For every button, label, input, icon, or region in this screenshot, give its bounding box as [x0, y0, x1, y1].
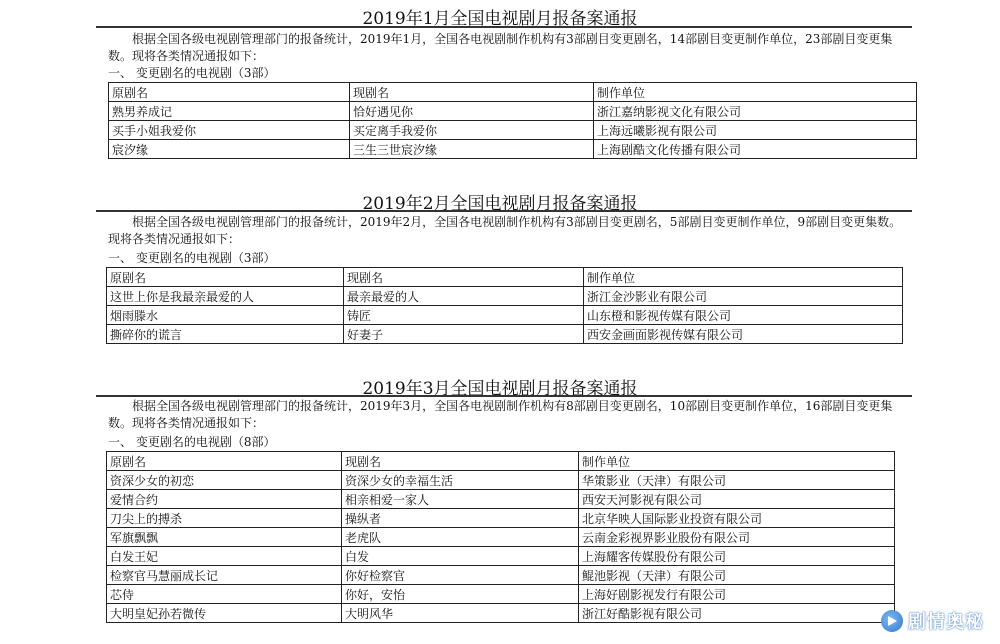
- table-cell: 恰好遇见你: [350, 102, 594, 121]
- section-title: 2019年1月全国电视剧月报备案通报: [362, 9, 638, 29]
- table-cell: 刀尖上的搏杀: [107, 509, 342, 528]
- rename-table: [106, 451, 895, 623]
- table-cell: 浙江嘉纳影视文化有限公司: [594, 102, 917, 121]
- table-cell: 浙江金沙影业有限公司: [584, 287, 903, 306]
- table-cell: 你好检察官: [342, 566, 579, 585]
- table-cell: 资深少女的幸福生活: [342, 471, 579, 490]
- table-cell: 操纵者: [342, 509, 579, 528]
- table-cell: 老虎队: [342, 528, 579, 547]
- section-title: 2019年2月全国电视剧月报备案通报: [362, 194, 638, 214]
- table-cell: 白发王妃: [107, 547, 342, 566]
- table-cell: 军旗飘飘: [107, 528, 342, 547]
- header-cell: 现剧名: [350, 83, 594, 102]
- section-title: 2019年3月全国电视剧月报备案通报: [362, 379, 638, 399]
- table-cell: 买手小姐我爱你: [109, 121, 350, 140]
- table-cell: 上海好剧影视发行有限公司: [579, 585, 895, 604]
- table-header-row: [107, 452, 895, 471]
- table-cell: 好妻子: [344, 325, 584, 344]
- watermark-text: 剧情奥秘: [908, 612, 984, 633]
- table-cell: 大明风华: [342, 604, 579, 623]
- table-row: [107, 471, 895, 490]
- table-cell: 山东橙和影视传媒有限公司: [584, 306, 903, 325]
- table-cell: 西安天河影视有限公司: [579, 490, 895, 509]
- table-row: [107, 566, 895, 585]
- table-row: [107, 604, 895, 623]
- table-row: [109, 102, 917, 121]
- table-cell: 三生三世宸汐缘: [350, 140, 594, 159]
- table-row: [109, 121, 917, 140]
- header-cell: 现剧名: [344, 268, 584, 287]
- table-cell: 撕碎你的谎言: [107, 325, 344, 344]
- table-cell: 上海剧酷文化传播有限公司: [594, 140, 917, 159]
- table-cell: 芯侍: [107, 585, 342, 604]
- table-cell: 熟男养成记: [109, 102, 350, 121]
- table-cell: 鲲池影视（天津）有限公司: [579, 566, 895, 585]
- table-cell: 上海耀客传媒股份有限公司: [579, 547, 895, 566]
- table-cell: 爱情合约: [107, 490, 342, 509]
- section-paragraph: 根据全国各级电视剧管理部门的报备统计，2019年1月，全国各电视剧制作机构有3部剧目变更剧名，14部剧目变更制作单位，23部剧目变更集数。现将各类情况通报如下：: [108, 32, 893, 63]
- header-cell: 现剧名: [342, 452, 579, 471]
- table-row: [107, 287, 903, 306]
- table-cell: 买定离手我爱你: [350, 121, 594, 140]
- header-cell: 原剧名: [107, 452, 342, 471]
- table-cell: 相亲相爱一家人: [342, 490, 579, 509]
- table-cell: 大明皇妃孙若微传: [107, 604, 342, 623]
- header-cell: 原剧名: [107, 268, 344, 287]
- rename-table: [108, 82, 917, 159]
- table-row: [107, 528, 895, 547]
- watermark: [881, 608, 984, 634]
- table-row: [109, 140, 917, 159]
- table-cell: 华策影业（天津）有限公司: [579, 471, 895, 490]
- table-cell: 西安金画面影视传媒有限公司: [584, 325, 903, 344]
- header-cell: 制作单位: [594, 83, 917, 102]
- header-cell: 制作单位: [579, 452, 895, 471]
- table-row: [107, 547, 895, 566]
- table-cell: 烟雨滕水: [107, 306, 344, 325]
- table-header-row: [109, 83, 917, 102]
- play-circle-icon: [881, 610, 903, 632]
- table-row: [107, 585, 895, 604]
- table-cell: 宸汐缘: [109, 140, 350, 159]
- section-subheading: 一、 变更剧名的电视剧（3部）: [108, 251, 276, 265]
- table-cell: 云南金彩视界影业股份有限公司: [579, 528, 895, 547]
- rename-table: [106, 267, 903, 344]
- table-cell: 资深少女的初恋: [107, 471, 342, 490]
- title-divider: [96, 395, 912, 397]
- table-cell: 铸匠: [344, 306, 584, 325]
- table-cell: 浙江好酷影视有限公司: [579, 604, 895, 623]
- table-cell: 北京华映人国际影业投资有限公司: [579, 509, 895, 528]
- header-cell: 原剧名: [109, 83, 350, 102]
- table-cell: 白发: [342, 547, 579, 566]
- table-header-row: [107, 268, 903, 287]
- table-cell: 最亲最爱的人: [344, 287, 584, 306]
- table-row: [107, 325, 903, 344]
- section-paragraph: 根据全国各级电视剧管理部门的报备统计，2019年2月，全国各电视剧制作机构有3部剧目变更剧名，5部剧目变更制作单位，9部剧目变更集数。现将各类情况通报如下：: [108, 215, 902, 246]
- section-subheading: 一、 变更剧名的电视剧（8部）: [108, 435, 276, 449]
- table-cell: 这世上你是我最亲最爱的人: [107, 287, 344, 306]
- table-row: [107, 306, 903, 325]
- header-cell: 制作单位: [584, 268, 903, 287]
- section-subheading: 一、 变更剧名的电视剧（3部）: [108, 66, 276, 80]
- section-paragraph: 根据全国各级电视剧管理部门的报备统计，2019年3月，全国各电视剧制作机构有8部剧目变更剧名，10部剧目变更制作单位，16部剧目变更集数。现将各类情况通报如下：: [108, 399, 893, 430]
- table-cell: 检察官马慧丽成长记: [107, 566, 342, 585]
- table-cell: 上海远曦影视有限公司: [594, 121, 917, 140]
- table-cell: 你好，安怡: [342, 585, 579, 604]
- table-row: [107, 509, 895, 528]
- title-divider: [96, 26, 912, 28]
- title-divider: [96, 210, 912, 212]
- table-row: [107, 490, 895, 509]
